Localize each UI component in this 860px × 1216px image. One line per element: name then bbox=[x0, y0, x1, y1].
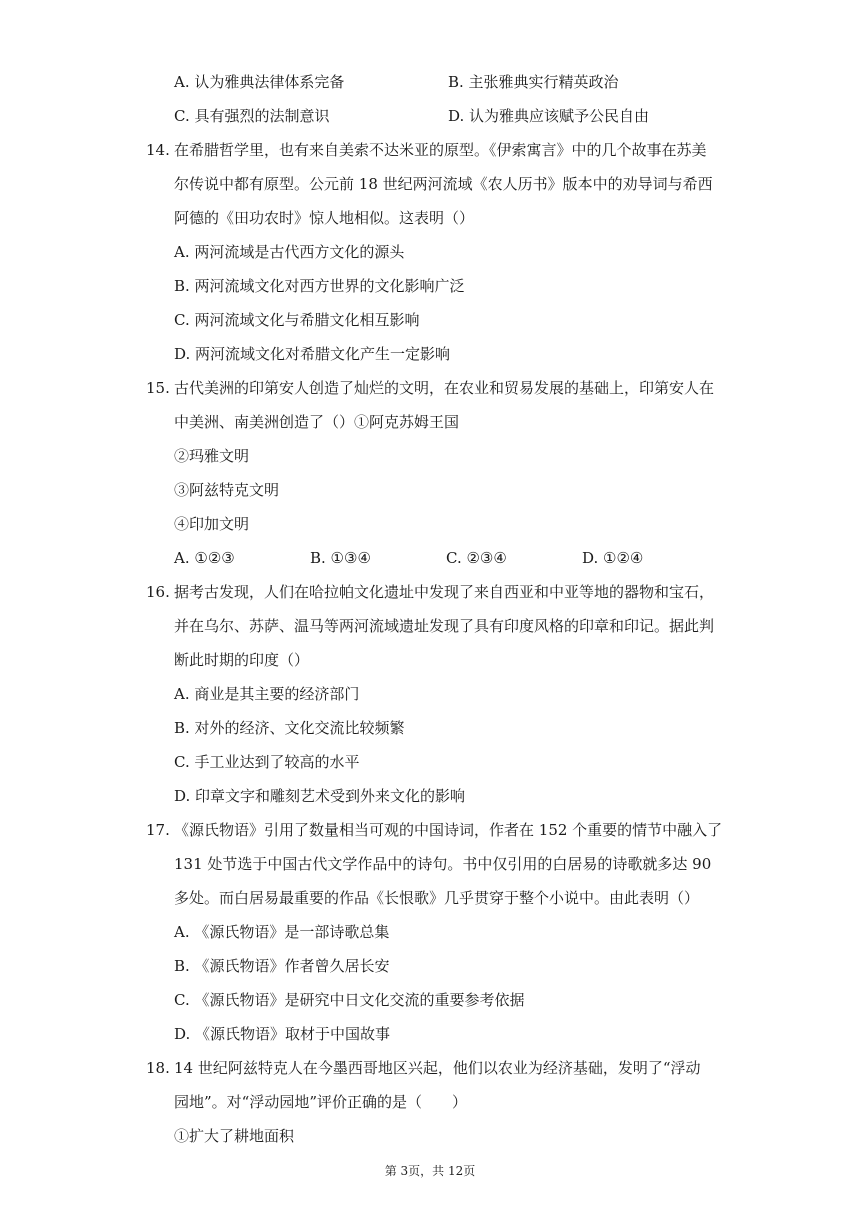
q16-stem-line: 据考古发现，人们在哈拉帕文化遗址中发现了来自西亚和中亚等地的器物和宝石， bbox=[174, 583, 715, 601]
q13-option-d: D. 认为雅典应该赋予公民自由 bbox=[448, 107, 650, 125]
q17-option-b: B. 《源氏物语》作者曾久居长安 bbox=[174, 957, 390, 975]
q15-option-b: B. ①③④ bbox=[310, 549, 371, 567]
q14-stem-line: 在希腊哲学里，也有来自美索不达米亚的原型。《伊索寓言》中的几个故事在苏美 bbox=[174, 141, 707, 159]
q14-stem-line: 阿德的《田功农时》惊人地相似。这表明（） bbox=[174, 209, 475, 227]
q17-stem-line: 多处。而白居易最重要的作品《长恨歌》几乎贯穿于整个小说中。由此表明（） bbox=[174, 889, 700, 907]
q15-item: ②玛雅文明 bbox=[174, 447, 250, 465]
q15-item: ③阿兹特克文明 bbox=[174, 481, 280, 499]
q15-option-d: D. ①②④ bbox=[582, 549, 644, 567]
q15-number: 15. bbox=[146, 379, 170, 397]
q13-option-b: B. 主张雅典实行精英政治 bbox=[448, 73, 619, 91]
q17-stem-line: 131 处节选于中国古代文学作品中的诗句。书中仅引用的白居易的诗歌就多达 90 bbox=[174, 855, 712, 873]
q15-stem-line: 中美洲、南美洲创造了（）①阿克苏姆王国 bbox=[174, 413, 460, 431]
q16-option-d: D. 印章文字和雕刻艺术受到外来文化的影响 bbox=[174, 787, 466, 805]
q14-number: 14. bbox=[146, 141, 170, 159]
q13-option-c: C. 具有强烈的法制意识 bbox=[174, 107, 330, 125]
q17-option-d: D. 《源氏物语》取材于中国故事 bbox=[174, 1025, 391, 1043]
q16-stem-line: 断此时期的印度（） bbox=[174, 651, 310, 669]
q17-stem-line: 《源氏物语》引用了数量相当可观的中国诗词，作者在 152 个重要的情节中融入了 bbox=[174, 821, 723, 839]
q14-stem-line: 尔传说中都有原型。公元前 18 世纪两河流域《农人历书》版本中的劝导词与希西 bbox=[174, 175, 713, 193]
page-footer: 第 3页，共 12页 bbox=[384, 1164, 476, 1178]
q16-stem-line: 并在乌尔、苏萨、温马等两河流域遗址发现了具有印度风格的印章和印记。据此判 bbox=[174, 617, 715, 635]
q14-option-a: A. 两河流域是古代西方文化的源头 bbox=[174, 243, 405, 261]
q16-option-b: B. 对外的经济、文化交流比较频繁 bbox=[174, 719, 405, 737]
q18-item: ①扩大了耕地面积 bbox=[174, 1127, 295, 1145]
q16-option-c: C. 手工业达到了较高的水平 bbox=[174, 753, 360, 771]
q17-option-c: C. 《源氏物语》是研究中日文化交流的重要参考依据 bbox=[174, 991, 525, 1009]
q14-option-c: C. 两河流域文化与希腊文化相互影响 bbox=[174, 311, 420, 329]
q15-option-a: A. ①②③ bbox=[174, 549, 235, 567]
q18-stem-line: 14 世纪阿兹特克人在今墨西哥地区兴起，他们以农业为经济基础，发明了“浮动 bbox=[174, 1059, 701, 1077]
q18-number: 18. bbox=[146, 1059, 170, 1077]
q16-option-a: A. 商业是其主要的经济部门 bbox=[174, 685, 360, 703]
q17-number: 17. bbox=[146, 821, 170, 839]
q14-option-d: D. 两河流域文化对希腊文化产生一定影响 bbox=[174, 345, 451, 363]
q14-option-b: B. 两河流域文化对西方世界的文化影响广泛 bbox=[174, 277, 465, 295]
q15-stem-line: 古代美洲的印第安人创造了灿烂的文明，在农业和贸易发展的基础上，印第安人在 bbox=[174, 379, 715, 397]
q15-item: ④印加文明 bbox=[174, 515, 250, 533]
q13-option-a: A. 认为雅典法律体系完备 bbox=[174, 73, 345, 91]
q15-option-c: C. ②③④ bbox=[446, 549, 507, 567]
q17-option-a: A. 《源氏物语》是一部诗歌总集 bbox=[174, 923, 390, 941]
q16-number: 16. bbox=[146, 583, 170, 601]
q18-stem-line: 园地”。对“浮动园地”评价正确的是（ ） bbox=[174, 1093, 468, 1111]
